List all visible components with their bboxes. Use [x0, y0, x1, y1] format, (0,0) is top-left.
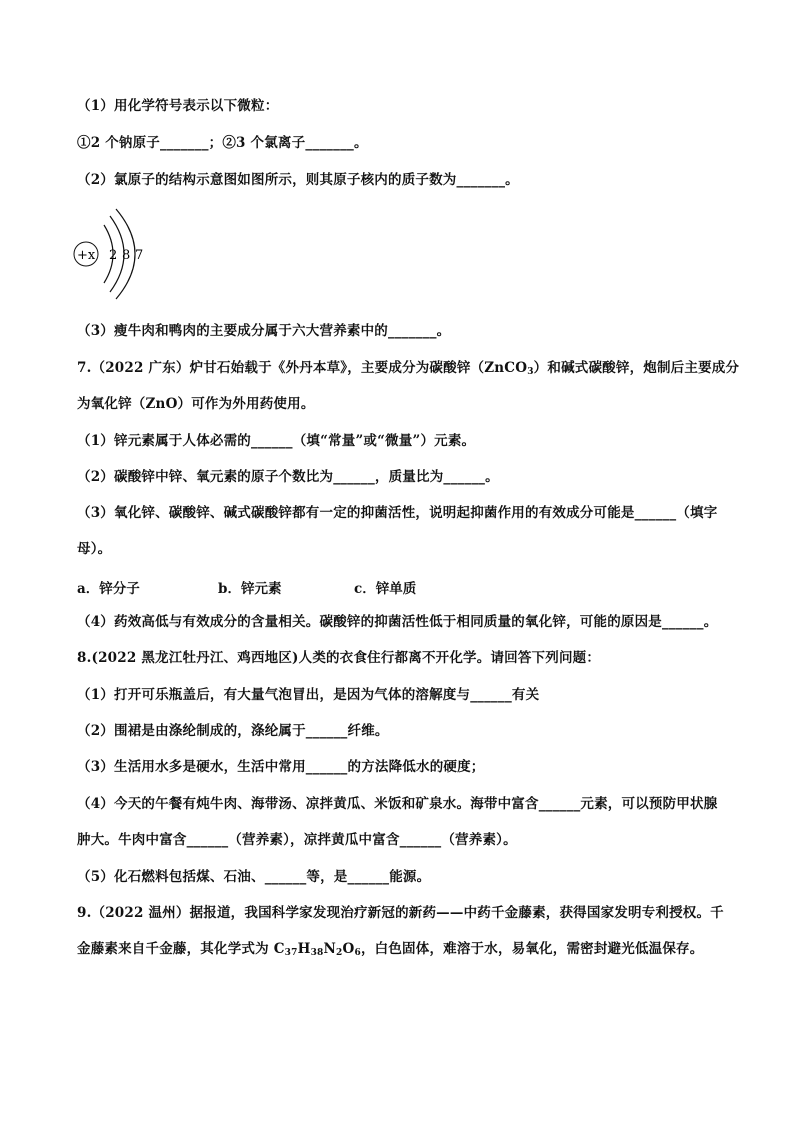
q8-part5: （5）化石燃料包括煤、石油、______等，是______能源。 — [77, 869, 431, 885]
shell-3-electrons: 7 — [135, 248, 144, 263]
q7-option-b: b．锌元素 — [218, 581, 282, 597]
q6-part1-items: ①2 个钠原子_______；②3 个氯离子_______。 — [77, 135, 368, 151]
q8-part3: （3）生活用水多是硬水，生活中常用______的方法降低水的硬度； — [77, 759, 485, 775]
q6-part3: （3）瘦牛肉和鸭肉的主要成分属于六大营养素中的_______。 — [77, 323, 451, 339]
shell-1-electrons: 2 — [109, 248, 118, 263]
q7-stem-line2: 为氧化锌（ZnO）可作为外用药使用。 — [77, 396, 315, 412]
q6-part2: （2）氯原子的结构示意图如图所示，则其原子核内的质子数为_______。 — [77, 172, 519, 188]
q7-option-c: c．锌单质 — [354, 581, 417, 597]
q8-part1: （1）打开可乐瓶盖后，有大量气泡冒出，是因为气体的溶解度与______有关 — [77, 687, 540, 703]
q8-part4-line1: （4）今天的午餐有炖牛肉、海带汤、凉拌黄瓜、米饭和矿泉水。海带中富含______元素，可以预防甲状腺 — [77, 796, 718, 812]
q7-part1: （1）锌元素属于人体必需的______（填“常量”或“微量”）元素。 — [77, 433, 476, 449]
q7-part3-line1: （3）氧化锌、碳酸锌、碱式碳酸锌都有一定的抑菌活性，说明起抑菌作用的有效成分可能是______（填字 — [77, 505, 718, 521]
q9-stem-line1: 9.（2022 温州）据报道，我国科学家发现治疗新冠的新药——中药千金藤素，获得国家发明专利授权。千 — [77, 905, 724, 921]
shell-2-electrons: 8 — [122, 248, 131, 263]
q6-part1: （1）用化学符号表示以下微粒： — [77, 98, 279, 114]
q7-part2: （2）碳酸锌中锌、氧元素的原子个数比为______，质量比为______。 — [77, 469, 499, 485]
q7-option-a: a．锌分子 — [77, 581, 140, 597]
q9-stem-line2: 金藤素来自千金藤，其化学式为 $C_{37}H_{38}N_2O_6$，白色固体，难溶于水，易氧化，需密封避光低温保存。 — [77, 941, 704, 958]
nucleus-charge-label: +x — [77, 248, 96, 263]
q7-part4: （4）药效高低与有效成分的含量相关。碳酸锌的抑菌活性低于相同质量的氧化锌，可能的原因是______。 — [77, 614, 718, 630]
q8-part4-line2: 肿大。牛肉中富含______（营养素），凉拌黄瓜中富含______（营养素）。 — [77, 832, 517, 848]
q7-stem-line1: 7.（2022 广东）炉甘石始载于《外丹本草》，主要成分为碳酸锌（ZnCO$_3$）和碱式碳酸锌，炮制后主要成分 — [77, 360, 740, 377]
chlorine-atom-structure-diagram — [72, 207, 182, 302]
q8-stem: 8.(2022 黑龙江牡丹江、鸡西地区)人类的衣食住行都离不开化学。请回答下列问题： — [77, 650, 601, 666]
q7-part3-line2: 母）。 — [77, 541, 112, 557]
q8-part2: （2）围裙是由涤纶制成的，涤纶属于______纤维。 — [77, 723, 389, 739]
